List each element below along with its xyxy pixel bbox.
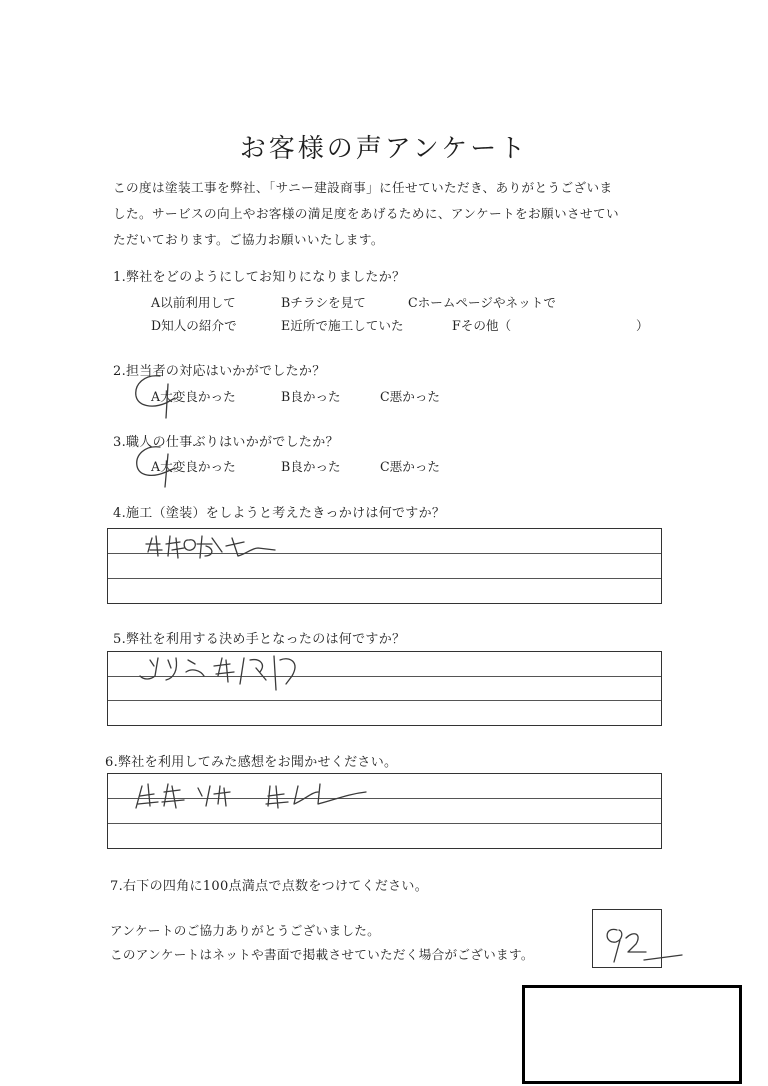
q3-option-b[interactable]: B良かった [281, 459, 341, 474]
q2-option-b[interactable]: B良かった [281, 389, 341, 404]
q1-option-f[interactable]: Fその他（ [452, 318, 512, 333]
score-handwriting [607, 929, 682, 962]
selection-circle-q3 [137, 447, 175, 487]
q1-option-b[interactable]: Bチラシを見て [281, 295, 366, 310]
page-title: お客様の声アンケート [239, 134, 529, 164]
question-2: 2.担当者の対応はいかがでしたか？ [113, 364, 326, 379]
q1-option-a[interactable]: A以前利用して [151, 295, 236, 310]
q1-option-c[interactable]: Cホームページやネットで [408, 295, 556, 310]
question-7: 7.右下の四角に100点満点で点数をつけてください。 [110, 879, 429, 894]
question-6: 6.弊社を利用してみた感想をお聞かせください。 [105, 755, 398, 770]
q2-option-a[interactable]: A大変良かった [151, 389, 236, 404]
q3-option-a[interactable]: A大変良かった [151, 459, 236, 474]
footer-thanks: アンケートのご協力ありがとうございました。 [110, 923, 381, 938]
footer-notice: このアンケートはネットや書面で掲載させていただく場合がございます。 [110, 947, 534, 962]
q6-handwriting [136, 784, 366, 808]
intro-line: この度は塗装工事を弊社、「サニー建設商事」に任せていただき、ありがとうございま [113, 180, 613, 195]
question-1: 1.弊社をどのようにしてお知りになりましたか？ [113, 270, 406, 285]
q3-option-c[interactable]: C悪かった [380, 459, 441, 474]
question-3: 3.職人の仕事ぶりはいかがでしたか？ [113, 435, 339, 450]
q1-option-f-close: ） [636, 318, 649, 333]
q4-handwriting [146, 536, 275, 558]
q5-handwriting [140, 656, 295, 690]
selection-circle-q2 [136, 376, 175, 418]
intro-line: した。サービスの向上やお客様の満足度をあげるために、アンケートをお願いさせてい [113, 206, 619, 221]
question-4: 4.施工（塗装）をしようと考えたきっかけは何ですか？ [113, 506, 446, 521]
q1-option-e[interactable]: E近所で施工していた [281, 318, 404, 333]
q1-option-d[interactable]: D知人の紹介で [151, 318, 237, 333]
q2-option-c[interactable]: C悪かった [380, 389, 441, 404]
intro-line: ただいております。ご協力お願いいたします。 [113, 232, 384, 247]
question-5: 5.弊社を利用する決め手となったのは何ですか？ [113, 632, 406, 647]
